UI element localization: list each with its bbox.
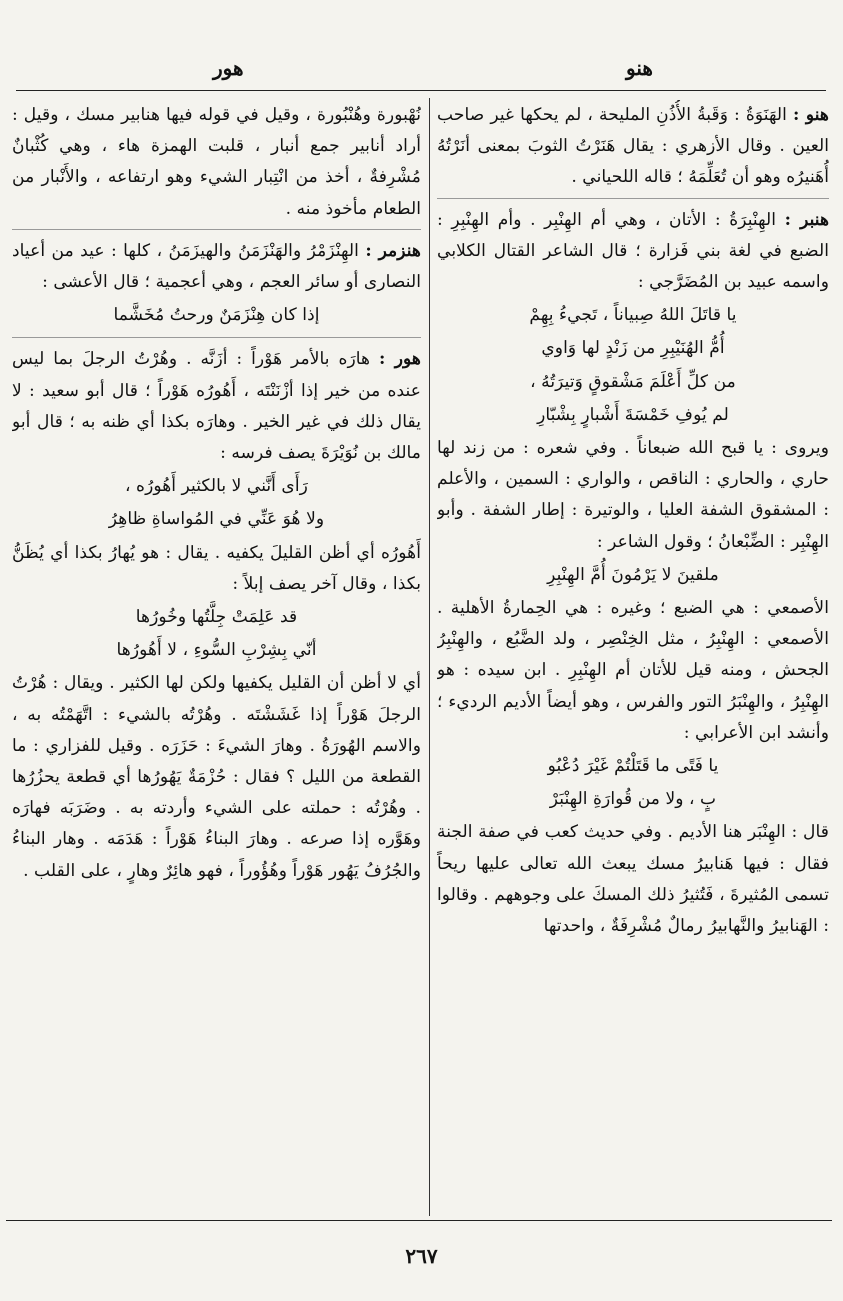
running-header-left: هور [213,56,244,80]
verse-line: لم يُوفِ خَمْسَةَ أَشْبارٍ بِشْبّارِ [537,404,729,425]
verse-line: بٍ ، ولا من قُوارَةِ الهِنْبَرْ [549,789,717,810]
verse-line: يا قاتَلَ اللهُ صِبياناً ، تَجيءُ بِهِمْ [529,305,737,326]
footer-rule [6,1220,832,1221]
verse-line: أُمُّ الهُنَيْبِرِ من زَنْدٍ لها وَاوي [541,338,725,359]
page-number: ٢٦٧ [405,1244,438,1268]
headword-hnw: هنو : [792,105,829,125]
entry-continuation [12,100,421,230]
headword-hwr: هور : [378,349,421,370]
entry-hnw [437,100,829,199]
entry-text: الهِنْزَمْرُ والهَنْزَمَنُ والهيزَمَنُ ، كلها : عيد من أعياد النصارى أو سائر العجم ، وهي أعجمية ؛ قال الأعشى : [12,240,421,293]
entry-hwr [12,344,421,890]
entry-text: قال : الهِنْبَر هنا الأديم . وفي حديث كعب في صفة الجنة فقال : فيها هَنابيرُ مسك يبعث الله تعالى عليها ريحاً تسمى المُثيرةَ ، فَتُثيرُ ذلك المسكَ على وجوههم . وقالوا : الهَنابيرُ والنَّهابيرُ رمالٌ مُشْرِفَةٌ ، واحدتها [437,822,829,937]
verse-line: يا فَتًى ما قَتَلْتُمْ غَيْرَ دُعْبُو [547,756,719,777]
headword-hnzmr: هنزمر : [365,240,421,261]
entry-hnzmr [12,236,421,339]
entry-text: نُهْبورة وهُنْبُورة ، وقيل في قوله فيها هنابير مسك ، وقيل : أراد أنابير جمع أنبار ، قلبت الهمزة هاء ، وهي كُثْبانٌ مُشْرِفةٌ ، أخذ من انْتِبار الشيء وهو ارتفاعه ، والأَنْبار من الطعام مأخوذ منه . [12,105,421,219]
verse-line: أنّي بِشِرْبِ السُّوءِ ، لا أَهُورُها [116,640,317,661]
entry-text: الأصمعي : هي الضبع ؛ وغيره : هي الحِمارةُ الأهلية . الأصمعي : الهِنْبِرُ ، مثل الخِنْصِر ، ولد الضَّبُع ، والهِنْبِرُ الجحش ، ومنه قيل للأتان أم الهِنْبِرِ . ابن سيده : هو الهِنْبِرُ ، والهِنْبَرُ التور والفرس ، وهو أيضاً الأديم الرديء ؛ وأنشد ابن الأعرابي : [437,598,829,743]
entry-hnbr [437,205,829,947]
header-rule [16,90,826,91]
verse-line: ملقينَ لا يَرْمُونَ أُمَّ الهِنْبِرِ [547,564,719,585]
entry-text: أي لا أظن أن القليل يكفيها ولكن لها الكثير . ويقال : هُرْتُ الرجلَ هَوْراً إذا غَشَشْتَه . وهُرْتُه بالشيء : اتَّهَمْتُه به ، والاسم الهُورَةُ . وهارَ الشيءَ : حَزَرَه . وقيل للفزاري : ما القطعة من الليل ؟ فقال : حُزْمَةٌ يَهُورُها أي قطعة يحزُرُها . وهُرْتُه : حملته على الشيء وأردته به . وضَرَبَه فهارَه وهَوَّره إذا صرعه . وهارَ البناءُ هَوْراً : هَدَمَه . وهار البناءُ والجُرُفُ يَهُور هَوْراً وهُؤُوراً ، فهو هائِرٌ وهارٍ ، على القلب . [12,673,421,881]
running-header-right: هنو [626,56,653,80]
entry-text: هارَه بالأمر هَوْراً : أزَنَّه . وهُرْتُ الرجلَ بما ليس عنده من خير إذا أزْنَنْتَه ، أَهُورُه هَوْراً ؛ قال أبو سعيد : لا يقال ذلك في غير الخير . وهارَه بكذا أي ظنه به ؛ قال أبو مالك بن نُوَيْرَةَ يصف فرسه : [12,349,421,464]
verse-line: ولا هُوَ عَنِّي في المُواساةِ ظاهِرُ [108,509,325,530]
verse-line: رَأَى أَنَّني لا بالكثير أَهُورُه ، [125,476,308,497]
right-column [437,100,829,1215]
left-column [12,100,421,1215]
headword-hnbr: هنبر : [784,209,829,230]
verse-line: قد عَلِمَتْ جِلَّتُها وخُورُها [135,607,298,628]
column-divider [429,98,430,1216]
entry-text: ويروى : يا قبح الله ضبعاناً . وفي شعره : من زند لها حاري ، والحاري : الناقص ، والواري : السمين ، والأعلم : المشقوق الشفة العليا ، والوتيرة : إطار الشفة . وأبو الهِنْبِر : الضِّبْعانُ ؛ وقول الشاعر : [437,438,829,552]
entry-text: الهِنْبِرَةُ : الأتان ، وهي أم الهِنْبِر . وأم الهِنْبِرِ : الضبع في لغة بني فَزارة ؛ قال الشاعر القتال الكلابي واسمه عبيد بن المُضَرَّجي : [437,209,829,293]
verse-line: من كلِّ أَعْلَمَ مَشْقوقٍ وَتيرَتُهُ ، [530,371,736,392]
entry-text: أَهُورُه أي أظن القليلَ يكفيه . يقال : هو يُهارُ بكذا أي يُظَنُّ بكذا ، وقال آخر يصف إبلاً : [12,542,421,594]
entry-text: الهَنَوَةُ : وَقَبةُ الأُذُنِ المليحة ، لم يحكها غير صاحب العين . وقال الأزهري : يقال هَنَرْتُ الثوبَ بمعنى أنَرْتُهُ أُهَنيرُه وهو أن تُعَلِّمَهُ ؛ قاله اللحياني . [437,105,829,188]
verse-line: إذا كان هِنْزَمَنٌ ورحتُ مُخَشَّما [113,305,320,326]
